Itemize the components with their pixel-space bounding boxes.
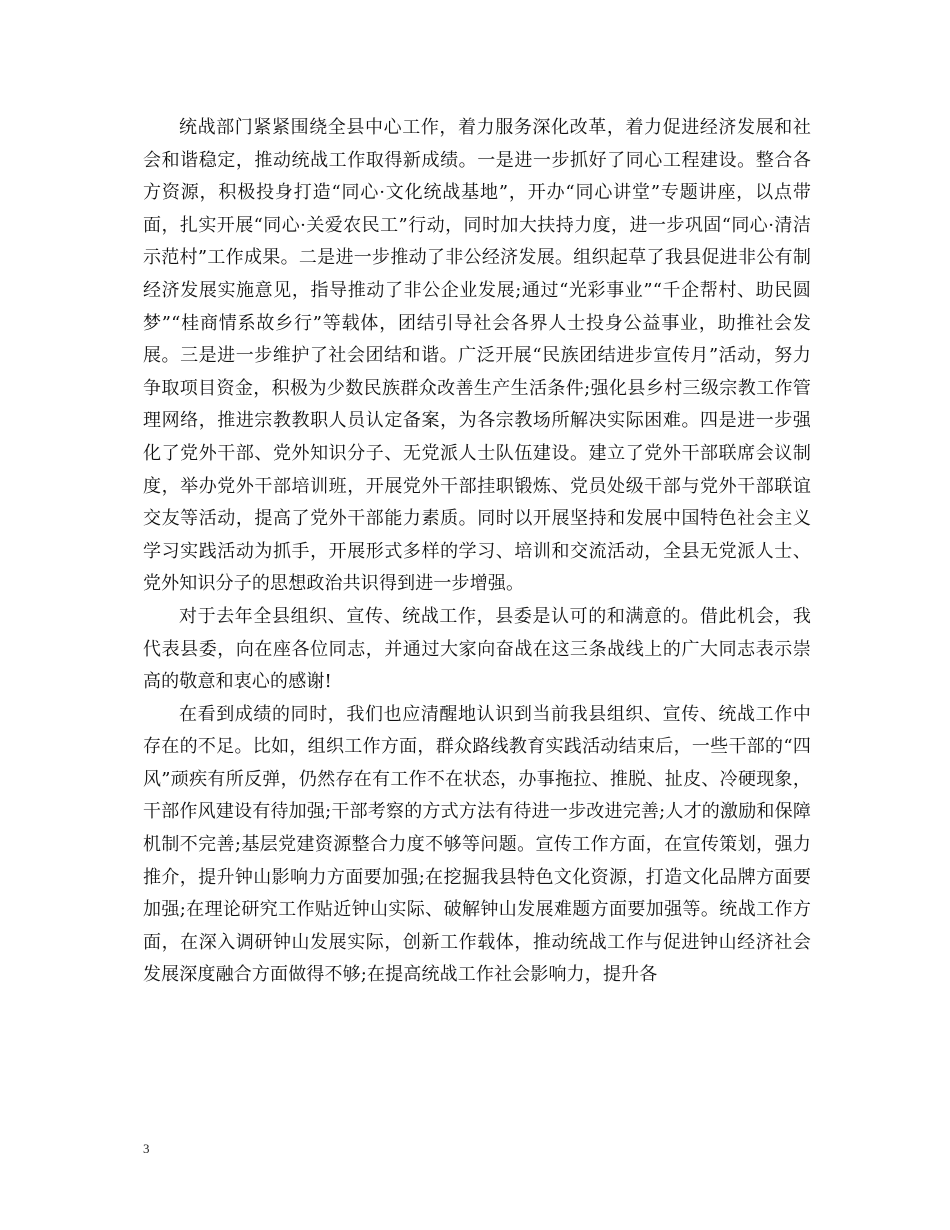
paragraph-shortcomings: 在看到成绩的同时，我们也应清醒地认识到当前我县组织、宣传、统战工作中存在的不足。比如，组织工作方面，群众路线教育实践活动结束后，一些干部的“四风”顽疾有所反弹，仍然存在有工作不在状态，办事拖拉、推脱、扯皮、冷硬现象，干部作风建设有待加强;干部考察的方式方法有待进一步改进完善;人才的激励和保障机制不完善;基层党建资源整合力度不够等问题。宣传工作方面，在宣传策划，强力推介，提升钟山影响力方面要加强;在挖掘我县特色文化资源，打造文化品牌方面要加强;在理论研究工作贴近钟山实际、破解钟山发展难题方面要加强等。统战工作方面，在深入调研钟山发展实际，创新工作载体，推动统战工作与促进钟山经济社会发展深度融合方面做得不够;在提高统战工作社会影响力，提升各: [143, 703, 811, 986]
page-number: 3: [143, 1141, 150, 1156]
document-body: [143, 112, 811, 992]
paragraph-acknowledgement: 对于去年全县组织、宣传、统战工作，县委是认可的和满意的。借此机会，我代表县委，向在座各位同志，并通过大家向奋战在这三条战线上的广大同志表示崇高的敬意和衷心的感谢!: [143, 605, 811, 693]
paragraph-united-front-work: 统战部门紧紧围绕全县中心工作，着力服务深化改革，着力促进经济发展和社会和谐稳定，推动统战工作取得新成绩。一是进一步抓好了同心工程建设。整合各方资源，积极投身打造“同心·文化统战基地”，开办“同心讲堂”专题讲座，以点带面，扎实开展“同心·关爱农民工”行动，同时加大扶持力度，进一步巩固“同心·清洁示范村”工作成果。二是进一步推动了非公经济发展。组织起草了我县促进非公有制经济发展实施意见，指导推动了非公企业发展;通过“光彩事业”“千企帮村、助民圆梦”“桂商情系故乡行”等载体，团结引导社会各界人士投身公益事业，助推社会发展。三是进一步维护了社会团结和谐。广泛开展“民族团结进步宣传月”活动，努力争取项目资金，积极为少数民族群众改善生产生活条件;强化县乡村三级宗教工作管理网络，推进宗教教职人员认定备案，为各宗教场所解决实际困难。四是进一步强化了党外干部、党外知识分子、无党派人士队伍建设。建立了党外干部联席会议制度，举办党外干部培训班，开展党外干部挂职锻炼、党员处级干部与党外干部联谊交友等活动，提高了党外干部能力素质。同时以开展坚持和发展中国特色社会主义学习实践活动为抓手，开展形式多样的学习、培训和交流活动，全县无党派人士、党外知识分子的思想政治共识得到进一步增强。: [143, 117, 811, 595]
